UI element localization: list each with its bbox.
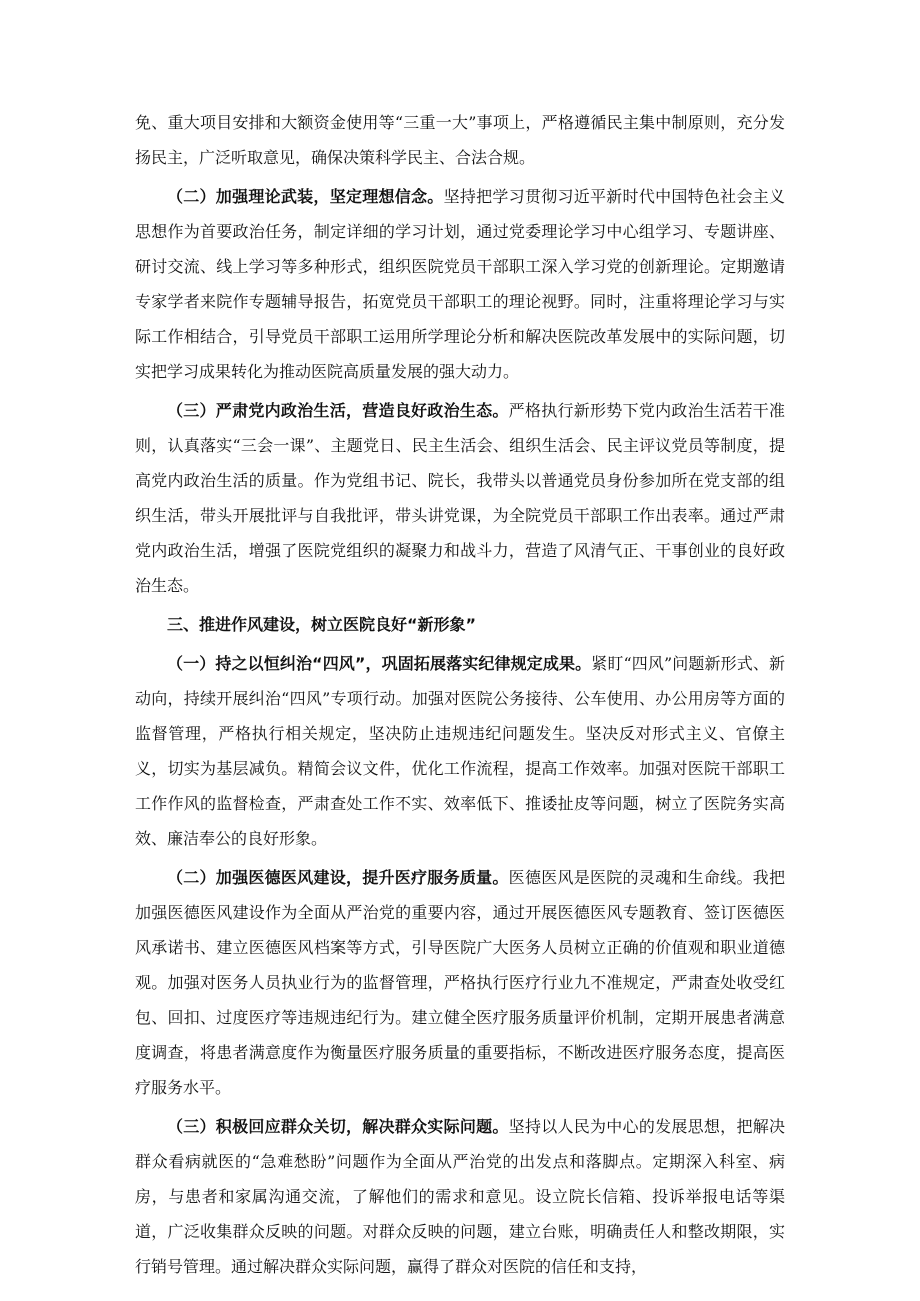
paragraph-text: 紧盯“四风”问题新形式、新动向，持续开展纠治“四风”专项行动。加强对医院公务接待、公车使用、办公用房等方面的监督管理，严格执行相关规定，坚决防止违规违纪问题发生。坚决反对形式主义、官僚主义，切实为基层减负。精简会议文件，优化工作流程，提高工作效率。加强对医院干部职工工作作风的监督检查，严肃查处工作不实、效率低下、推诿扯皮等问题，树立了医院务实高效、廉洁奉公的良好形象。 [135, 654, 785, 848]
paragraph-text: 免、重大项目安排和大额资金使用等“三重一大”事项上，严格遵循民主集中制原则，充分发扬民主，广泛听取意见，确保决策科学民主、合法合规。 [135, 113, 785, 167]
paragraph-lead: （二）加强医德医风建设，提升医疗服务质量。 [167, 868, 509, 887]
paragraph-theory-arming [135, 179, 785, 389]
paragraph-medical-ethics [135, 860, 785, 1105]
section-heading: 三、推进作风建设，树立医院良好“新形象” [167, 615, 477, 634]
paragraph-text: 坚持把学习贯彻习近平新时代中国特色社会主义思想作为首要政治任务，制定详细的学习计划，通过党委理论学习中心组学习、专题讲座、研讨交流、线上学习等多种形式，组织医院党员干部职工深入学习党的创新理论。定期邀请专家学者来院作专题辅导报告，拓宽党员干部职工的理论视野。同时，注重将理论学习与实际工作相结合，引导党员干部职工运用所学理论分析和解决医院改革发展中的实际问题，切实把学习成果转化为推动医院高质量发展的强大动力。 [135, 187, 785, 381]
paragraph-lead: （二）加强理论武装，坚定理想信念。 [167, 187, 444, 206]
paragraph-text: 医德医风是医院的灵魂和生命线。我把加强医德医风建设作为全面从严治党的重要内容，通过开展医德医风专题教育、签订医德医风承诺书、建立医德医风档案等方式，引导医院广大医务人员树立正确的价值观和职业道德观。加强对医务人员执业行为的监督管理，严格执行医疗行业九不准规定，严肃查处收受红包、回扣、过度医疗等违规违纪行为。建立健全医疗服务质量评价机制，定期开展患者满意度调查，将患者满意度作为衡量医疗服务质量的重要指标，不断改进医疗服务态度，提高医疗服务水平。 [135, 868, 785, 1097]
paragraph-text: 坚持以人民为中心的发展思想，把解决群众看病就医的“急难愁盼”问题作为全面从严治党的出发点和落脚点。定期深入科室、病房，与患者和家属沟通交流，了解他们的需求和意见。设立院长信箱、投诉举报电话等渠道，广泛收集群众反映的问题。对群众反映的问题，建立台账，明确责任人和整改期限，实行销号管理。通过解决群众实际问题，赢得了群众对医院的信任和支持， [135, 1117, 785, 1276]
paragraph-lead: （三）严肃党内政治生活，营造良好政治生态。 [167, 401, 509, 420]
paragraph-continuation [135, 105, 785, 175]
paragraph-public-concerns [135, 1109, 785, 1284]
paragraph-lead: （三）积极回应群众关切，解决群众实际问题。 [167, 1117, 509, 1136]
paragraph-political-life [135, 393, 785, 603]
paragraph-four-winds [135, 646, 785, 856]
paragraph-lead: （一）持之以恒纠治“四风”，巩固拓展落实纪律规定成果。 [167, 654, 592, 673]
paragraph-text: 严格执行新形势下党内政治生活若干准则，认真落实“三会一课”、主题党日、民主生活会、组织生活会、民主评议党员等制度，提高党内政治生活的质量。作为党组书记、院长，我带头以普通党员身份参加所在党支部的组织生活，带头开展批评与自我批评，带头讲党课，为全院党员干部职工作出表率。通过严肃党内政治生活，增强了医院党组织的凝聚力和战斗力，营造了风清气正、干事创业的良好政治生态。 [135, 401, 785, 595]
document-page [135, 105, 785, 1288]
